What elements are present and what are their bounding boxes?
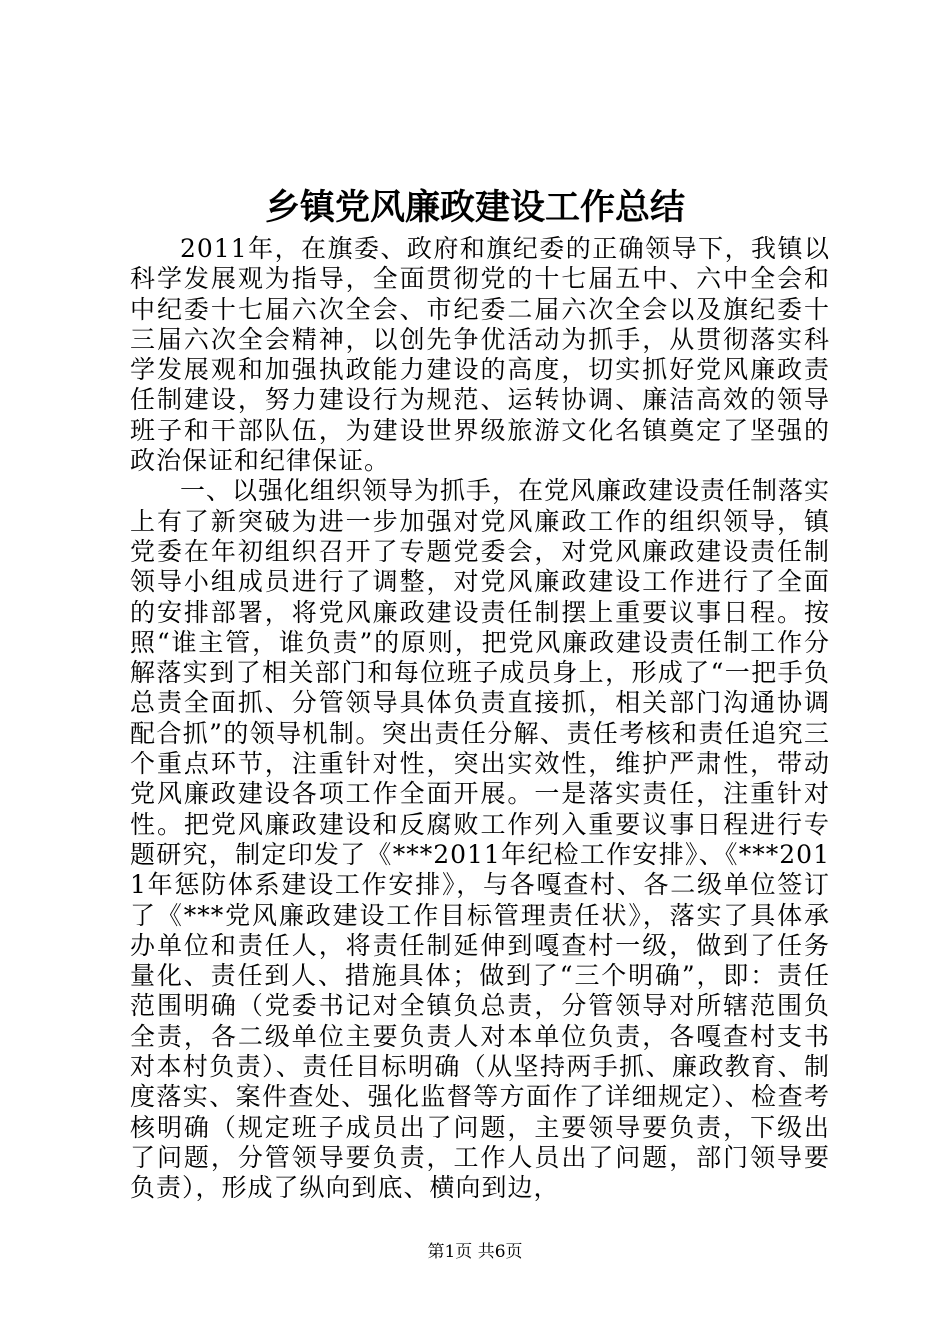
paragraph-section-one: 一、以强化组织领导为抓手，在党风廉政建设责任制落实上有了新突破为进一步加强对党风廉政工作的组织领导，镇党委在年初组织召开了专题党委会，对党风廉政建设责任制领导小组成员进行了调整，对党风廉政建设工作进行了全面的安排部署，将党风廉政建设责任制摆上重要议事日程。按照“谁主管，谁负责”的原则，把党风廉政建设责任制工作分解落实到了相关部门和每位班子成员身上，形成了“一把手负总责全面抓、分管领导具体负责直接抓，相关部门沟通协调配合抓”的领导机制。突出责任分解、责任考核和责任追究三个重点环节，注重针对性，突出实效性，维护严肃性，带动党风廉政建设各项工作全面开展。一是落实责任，注重针对性。把党风廉政建设和反腐败工作列入重要议事日程进行专题研究，制定印发了《***2011年纪检工作安排》、《***2011年惩防体系建设工作安排》，与各嘎查村、各二级单位签订了《***党风廉政建设工作目标管理责任状》，落实了具体承办单位和责任人，将责任制延伸到嘎查村一级，做到了任务量化、责任到人、措施具体；做到了“三个明确”，即：责任范围明确（党委书记对全镇负总责，分管领导对所辖范围负全责，各二级单位主要负责人对本单位负责，各嘎查村支书对本村负责）、责任目标明确（从坚持两手抓、廉政教育、制度落实、案件查处、强化监督等方面作了详细规定）、检查考核明确（规定班子成员出了问题，主要领导要负责，下级出了问题，分管领导要负责，工作人员出了问题，部门领导要负责），形成了纵向到底、横向到边， [130,476,831,1203]
paragraph-intro: 2011年，在旗委、政府和旗纪委的正确领导下，我镇以科学发展观为指导，全面贯彻党的十七届五中、六中全会和中纪委十七届六次全会、市纪委二届六次全会以及旗纪委十三届六次全会精神，以创先争优活动为抓手，从贯彻落实科学发展观和加强执政能力建设的高度，切实抓好党风廉政责任制建设，努力建设行为规范、运转协调、廉洁高效的领导班子和干部队伍，为建设世界级旅游文化名镇奠定了坚强的政治保证和纪律保证。 [130,234,830,476]
document-body [130,234,830,1204]
document-title: 乡镇党风廉政建设工作总结 [264,187,685,228]
page-number-footer: 第1页 共6页 [427,1242,523,1262]
